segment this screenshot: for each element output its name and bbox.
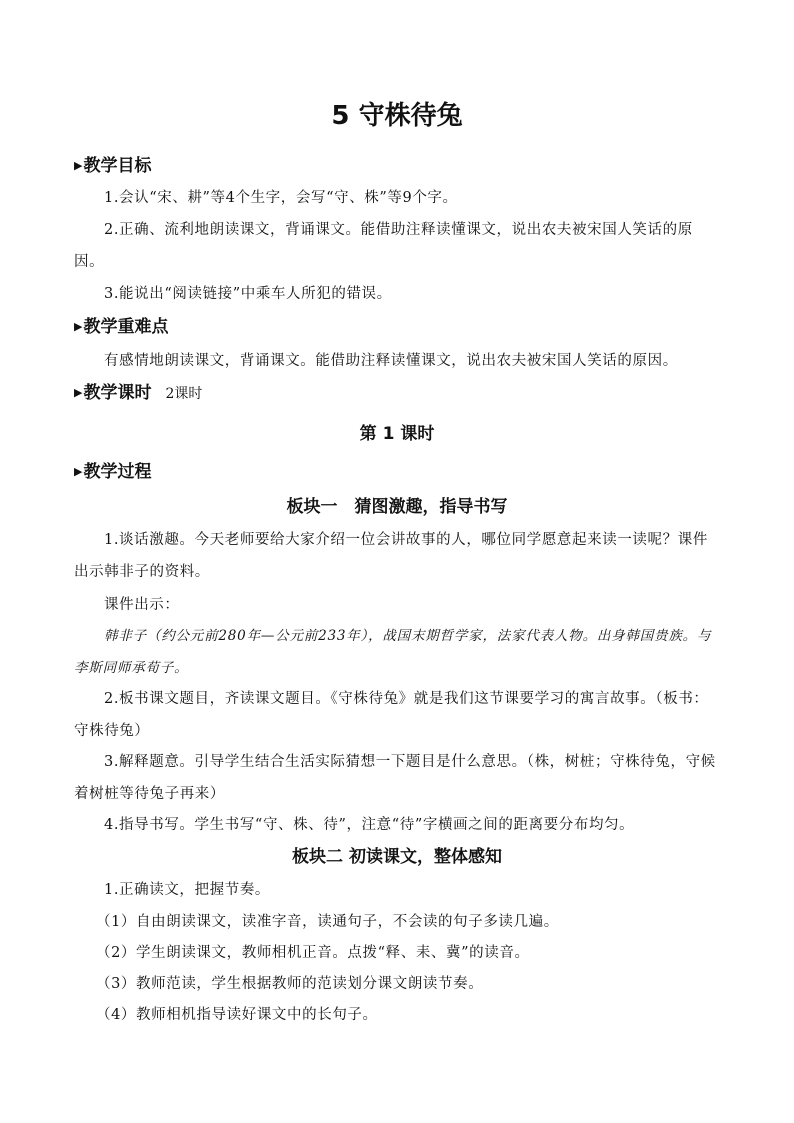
goal-item-1: 1.会认“宋、耕”等4个生字，会写“守、株”等9个字。 [104, 190, 458, 206]
courseware-quote: 韩非子（约公元前280年—公元前233年），战国末期哲学家，法家代表人物。出身韩国贵族。与李斯同师承荀子。 [74, 628, 712, 676]
block-1-paragraph-3: 2.板书课文题目，齐读课文题目。《守株待兔》就是我们这节课要学习的寓言故事。（板书：守株待兔） [74, 691, 709, 739]
section-heading-goals [74, 154, 151, 178]
block-2-item-4: （4）教师相机指导读好课文中的长句子。 [96, 1007, 378, 1023]
triangle-marker-icon: ▶ [74, 159, 83, 172]
section-heading-hours [74, 381, 202, 406]
block-2-item-3: （3）教师范读，学生根据教师的范读划分课文朗读节奏。 [96, 976, 484, 992]
block-1-paragraph-2: 课件出示： [104, 597, 180, 613]
triangle-marker-icon: ▶ [74, 320, 83, 333]
triangle-marker-icon: ▶ [74, 465, 83, 478]
hours-value: 2课时 [165, 386, 203, 402]
block-1-paragraph-1: 1.谈话激趣。今天老师要给大家介绍一位会讲故事的人，哪位同学愿意起来读一读呢？课件出示韩非子的资料。 [74, 532, 708, 580]
section-heading-process-label: 教学过程 [83, 462, 152, 482]
lesson-period-title: 第 1 课时 [359, 424, 435, 444]
block-1-title: 板块一 猜图激趣，指导书写 [286, 497, 508, 517]
section-heading-key-points-label: 教学重难点 [83, 317, 169, 337]
block-2-item-2: （2）学生朗读课文，教师相机正音。点拨“释、耒、冀”的读音。 [96, 945, 530, 961]
triangle-marker-icon: ▶ [74, 386, 83, 399]
goal-item-2: 2.正确、流利地朗读课文，背诵课文。能借助注释读懂课文，说出农夫被宋国人笑话的原因。 [74, 222, 693, 270]
block-2-item-1: （1）自由朗读课文，读准字音，读通句子，不会读的句子多读几遍。 [96, 914, 559, 930]
section-heading-hours-label: 教学课时 [83, 383, 152, 403]
block-2-title: 板块二 初读课文，整体感知 [292, 847, 502, 867]
section-heading-process [74, 460, 151, 484]
section-heading-key-points [74, 315, 168, 339]
goal-item-3: 3.能说出“阅读链接”中乘车人所犯的错误。 [104, 286, 392, 302]
lesson-title: 5 守株待兔 [331, 101, 463, 131]
block-2-paragraph-1: 1.正确读文，把握节奏。 [104, 882, 271, 898]
key-points-text: 有感情地朗读课文，背诵课文。能借助注释读懂课文，说出农夫被宋国人笑话的原因。 [104, 353, 678, 369]
block-1-paragraph-5: 4.指导书写。学生书写“守、株、待”，注意“待”字横画之间的距离要分布均匀。 [104, 817, 635, 833]
section-heading-goals-label: 教学目标 [83, 156, 152, 176]
block-1-paragraph-4: 3.解释题意。引导学生结合生活实际猜想一下题目是什么意思。（株，树桩；守株待兔，守候着树桩等待兔子再来） [74, 754, 716, 802]
